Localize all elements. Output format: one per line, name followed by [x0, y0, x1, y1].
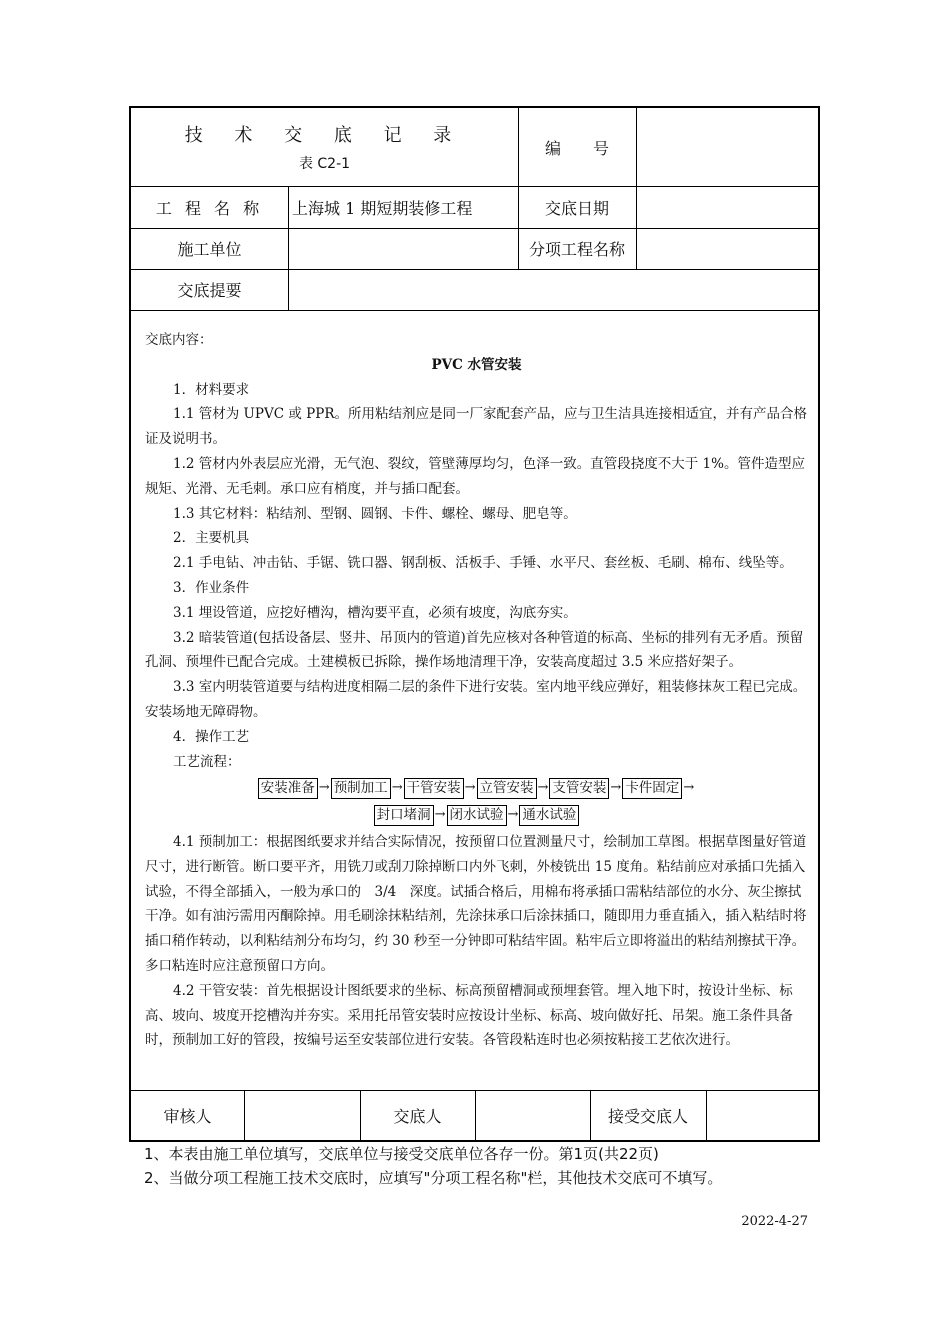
arrow-right-icon: →: [683, 780, 695, 796]
project-name-field[interactable]: 上海城 1 期短期装修工程: [292, 198, 473, 218]
arrow-right-icon: →: [434, 807, 446, 823]
process-flow-row-2: [145, 803, 808, 828]
footnote-1: 1、本表由施工单位填写，交底单位与接受交底单位各存一份。第1页(共22页): [144, 1145, 659, 1163]
receiver-label: 接受交底人: [607, 1106, 688, 1126]
discloser-label: 交底人: [393, 1106, 442, 1126]
paragraph: 4.1 预制加工：根据图纸要求并结合实际情况，按预留口位置测量尺寸，绘制加工草图。根据草图量好管道尺寸，进行断管。断口要平齐，用铣刀或刮刀除掉断口内外飞刺，外棱铣出 15 度角。粘结前应对承插口先插入试验，不得全部插入，一般为承口的 3/4 深度。试插合格后，用棉布将承插口需粘结部位的水分、灰尘擦拭干净。如有油污需用丙酮除掉。用毛刷涂抹粘结剂，先涂抹承口后涂抹插口，随即用力垂直插入，插入粘结时将插口稍作转动，以利粘结剂分布均匀，约 30 秒至一分钟即可粘结牢固。粘牢后立即将溢出的粘结剂擦拭干净。多口粘连时应注意预留口方向。: [145, 833, 807, 974]
content-intro: 交底内容：: [145, 332, 213, 348]
flow-step: 干管安装: [404, 778, 464, 799]
date-label: 交底日期: [544, 198, 609, 218]
arrow-right-icon: →: [507, 807, 519, 823]
section-heading: 4．操作工艺: [173, 728, 250, 745]
paragraph: 3.3 室内明装管道要与结构进度相隔二层的条件下进行安装。室内地平线应弹好，粗装修抹灰工程已完成。安装场地无障碍物。: [145, 679, 807, 720]
flow-step: 预制加工: [331, 778, 391, 799]
date-field[interactable]: [636, 186, 818, 228]
project-name-label: 工 程 名 称: [155, 198, 264, 218]
number-field[interactable]: [636, 108, 818, 186]
summary-label: 交底提要: [177, 281, 242, 300]
paragraph: 3.2 暗装管道(包括设备层、竖井、吊顶内的管道)首先应核对各种管道的标高、坐标的排列有无矛盾。预留孔洞、预埋件已配合完成。土建模板已拆除，操作场地清理干净，安装高度超过 3.5 米应搭好架子。: [145, 629, 804, 671]
flow-step: 安装准备: [258, 778, 318, 799]
row-divider: [131, 310, 818, 311]
form-code: 表 C2-1: [298, 156, 351, 172]
flow-step: 闭水试验: [447, 805, 507, 826]
print-date: 2022-4-27: [741, 1214, 808, 1229]
paragraph: 2.1 手电钻、冲击钻、手锯、铣口器、钢刮板、活板手、手锤、水平尺、套丝板、毛刷、棉布、线坠等。: [173, 555, 793, 572]
subproject-label: 分项工程名称: [528, 240, 625, 259]
discloser-field[interactable]: [475, 1090, 590, 1140]
receiver-field[interactable]: [706, 1090, 818, 1140]
arrow-right-icon: →: [610, 780, 622, 796]
arrow-right-icon: →: [464, 780, 476, 796]
flow-step: 立管安装: [477, 778, 537, 799]
flow-step: 通水试验: [519, 805, 579, 826]
constructor-label: 施工单位: [177, 240, 242, 259]
paragraph: 1.2 管材内外表层应光滑，无气泡、裂纹，管壁薄厚均匀，色泽一致。直管段挠度不大于 1%。管件造型应规矩、光滑、无毛刺。承口应有梢度，并与插口配套。: [145, 455, 805, 497]
paragraph: 1.1 管材为 UPVC 或 PPR。所用粘结剂应是同一厂家配套产品，应与卫生洁具连接相适宜，并有产品合格证及说明书。: [145, 406, 808, 448]
section-heading: 3．作业条件: [173, 579, 250, 596]
constructor-field[interactable]: [288, 228, 518, 269]
flow-step: 卡件固定: [622, 778, 682, 799]
flow-step: 封口堵洞: [374, 805, 434, 826]
number-label: 编 号: [544, 138, 609, 158]
arrow-right-icon: →: [537, 780, 549, 796]
arrow-right-icon: →: [391, 780, 403, 796]
form-title-block: [131, 108, 518, 186]
arrow-right-icon: →: [318, 780, 330, 796]
paragraph: 3.1 埋设管道，应挖好槽沟，槽沟要平直，必须有坡度，沟底夯实。: [173, 604, 577, 621]
subproject-field[interactable]: [636, 228, 818, 269]
flow-label: 工艺流程：: [173, 753, 241, 770]
content-title: PVC 水管安装: [431, 356, 522, 373]
disclosure-form: [129, 106, 820, 1142]
reviewer-field[interactable]: [244, 1090, 360, 1140]
form-title: 技 术 交 底 记 录: [184, 125, 465, 146]
reviewer-label: 审核人: [163, 1106, 212, 1126]
section-heading: 1．材料要求: [173, 381, 250, 398]
footnote-2: 2、当做分项工程施工技术交底时，应填写"分项工程名称"栏，其他技术交底可不填写。: [144, 1169, 723, 1187]
summary-field[interactable]: [288, 269, 818, 310]
process-flow-row-1: [145, 776, 808, 801]
disclosure-content: [145, 328, 808, 1053]
flow-step: 支管安装: [549, 778, 609, 799]
paragraph: 4.2 干管安装：首先根据设计图纸要求的坐标、标高预留槽洞或预埋套管。埋入地下时，按设计坐标、标高、坡向、坡度开挖槽沟并夯实。采用托吊管安装时应按设计坐标、标高、坡向做好托、吊架。施工条件具备时，预制加工好的管段，按编号运至安装部位进行安装。各管段粘连时也必须按粘接工艺依次进行。: [145, 982, 793, 1049]
section-heading: 2．主要机具: [173, 530, 250, 547]
paragraph: 1.3 其它材料：粘结剂、型钢、圆钢、卡件、螺栓、螺母、肥皂等。: [173, 505, 577, 522]
